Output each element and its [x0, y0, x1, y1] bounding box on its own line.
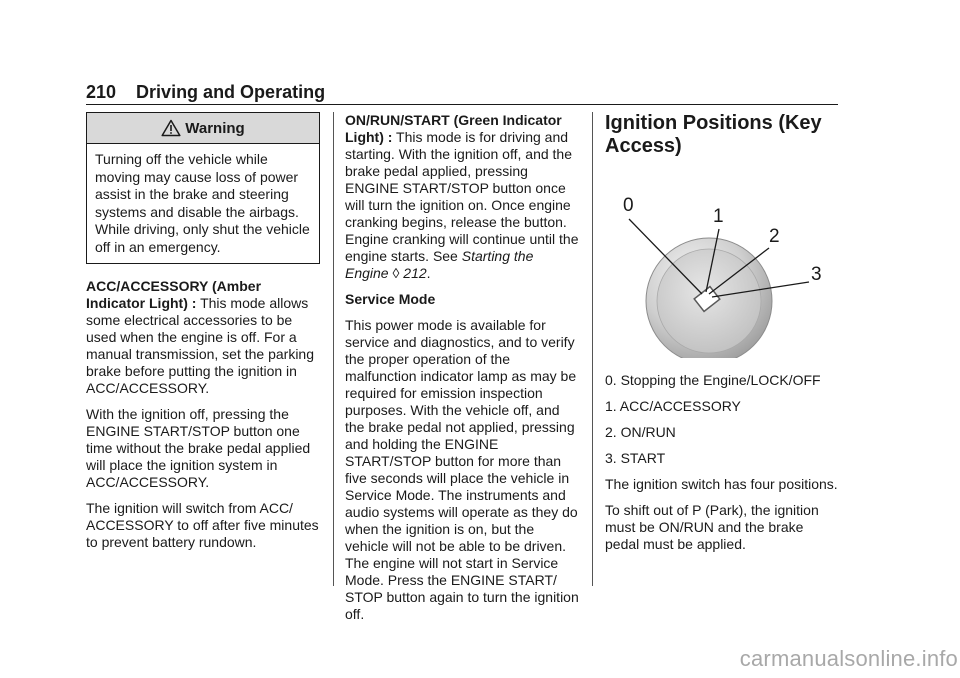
ignition-diagram [605, 178, 839, 358]
warning-header [87, 113, 319, 144]
run-paragraph [345, 112, 579, 282]
page-header [86, 82, 838, 105]
ignition-positions-heading: Ignition Positions (Key Access) [605, 112, 822, 157]
warning-text: Turning off the vehicle while moving may cause loss of power assist in the brake and steering systems and disable the airbags. While driving, only shut the vehicle off in an emergency. [95, 151, 310, 255]
warning-title: Warning [185, 119, 245, 137]
four-positions-paragraph: The ignition switch has four positions. [605, 476, 838, 492]
column-divider [333, 112, 334, 586]
column-3 [605, 112, 839, 562]
starting-engine-link[interactable]: Starting the Engine [345, 248, 534, 281]
page-ref-symbol: ◊ [392, 265, 400, 281]
column-divider [592, 112, 593, 586]
position-item-1: 1. ACC/ACCESSORY [605, 398, 741, 414]
section-title: Driving and Operating [136, 82, 326, 102]
run-term: ON/RUN/START (Green Indicator Light) : [345, 112, 562, 145]
park-shift-paragraph: To shift out of P (Park), the ignition must be ON/RUN and the brake pedal must be applied. [605, 502, 819, 552]
warning-triangle-icon [161, 119, 181, 137]
battery-rundown-paragraph: The ignition will switch from ACC/ ACCESSORY to off after five minutes to prevent battery rundown. [86, 500, 319, 550]
position-item-0: 0. Stopping the Engine/LOCK/OFF [605, 372, 821, 388]
acc-text: This mode allows some electrical accessories to be used when the engine is off. For a manual transmission, set the parking brake before putting the ignition in ACC/ACCESSORY. [86, 295, 314, 396]
diagram-label-1: 1 [713, 206, 724, 227]
diagram-label-0: 0 [623, 195, 634, 216]
run-text: This mode is for driving and starting. With the ignition off, and the brake pedal applied, pressing ENGINE START/STOP button once will turn the ignition on. Once engine cranking begins, release the button. Engine cranking will continue until the engine starts. See [345, 129, 579, 264]
page-number: 210 [86, 82, 117, 102]
acc-term: ACC/ACCESSORY (Amber Indicator Light) : [86, 278, 262, 311]
service-mode-heading: Service Mode [345, 291, 436, 307]
acc-paragraph [86, 278, 320, 397]
run-end: . [426, 265, 431, 281]
service-mode-paragraph: This power mode is available for service and diagnostics, and to verify the proper operation of the malfunction indicator lamp as may be required for emission inspection purposes. With the vehicle off, and the brake pedal not applied, pressing and holding the ENGINE START/STOP button for more than five seconds will place the vehicle in Service Mode. The instruments and audio systems will operate as they do when the ignition is on, but the vehicle will not be able to be driven. The engine will not start in Service Mode. Press the ENGINE START/ STOP button again to turn the ignition off. [345, 317, 579, 622]
position-item-3: 3. START [605, 450, 666, 466]
diagram-label-2: 2 [769, 226, 780, 247]
ignition-off-paragraph: With the ignition off, pressing the ENGINE START/STOP button one time without the brake pedal applied will place the ignition system in ACC/ACCESSORY. [86, 406, 311, 490]
diagram-label-3: 3 [811, 264, 822, 285]
page-ref-number[interactable]: 212 [403, 265, 427, 281]
column-1 [86, 112, 320, 560]
column-2 [345, 112, 579, 632]
watermark: carmanualsonline.info [739, 646, 958, 671]
position-item-2: 2. ON/RUN [605, 424, 676, 440]
warning-box [86, 112, 320, 264]
